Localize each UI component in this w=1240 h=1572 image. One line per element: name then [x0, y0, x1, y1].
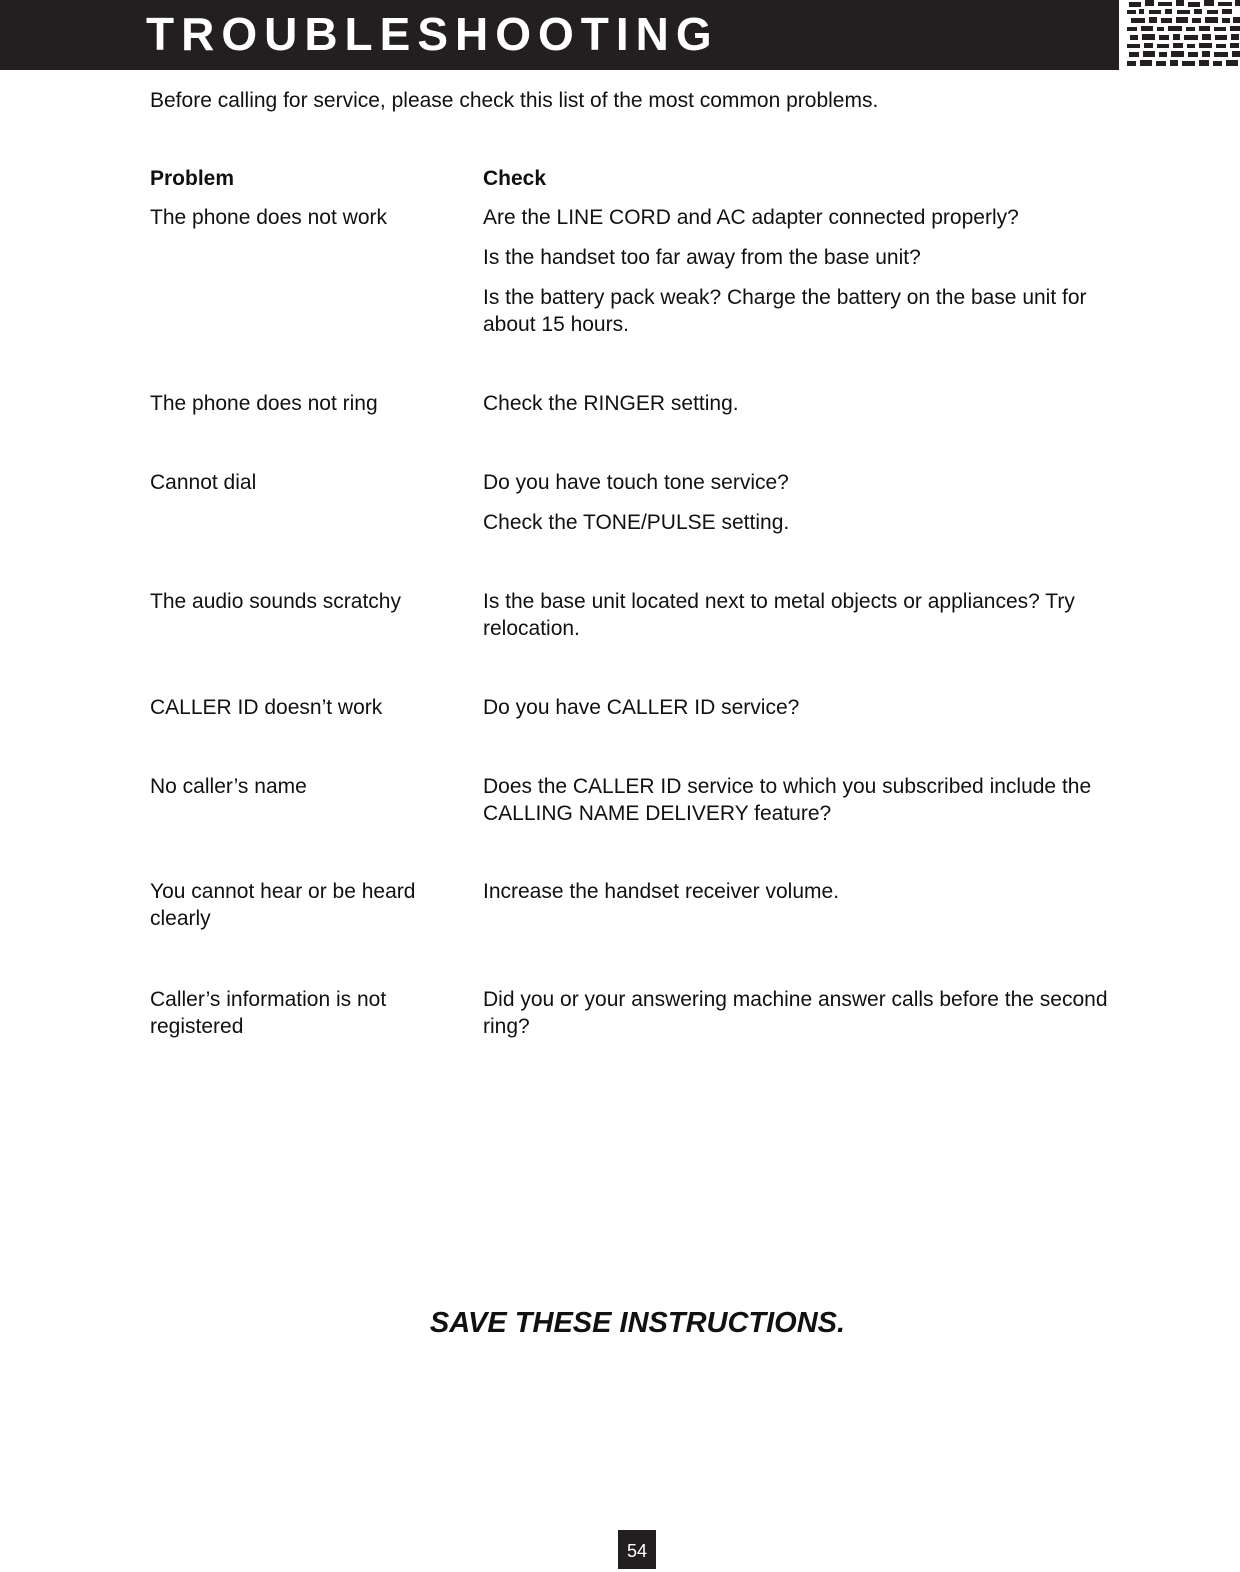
header-bar	[0, 0, 1119, 70]
check-list	[483, 204, 1133, 351]
check-text: Do you have CALLER ID service?	[483, 696, 800, 719]
page-title: TROUBLESHOOTING	[146, 8, 719, 60]
check-list	[483, 878, 1133, 918]
problem-text: The phone does not ring	[150, 392, 378, 415]
problem-text: CALLER ID doesn’t work	[150, 696, 383, 719]
problem-text: Cannot dial	[150, 471, 257, 494]
check-text: Increase the handset receiver volume.	[483, 880, 840, 903]
check-text: Is the handset too far away from the base unit?	[483, 246, 921, 269]
page-number: 54	[618, 1530, 656, 1569]
check-text: Did you or your answering machine answer calls before the second ring?	[483, 988, 1108, 1038]
check-list	[483, 694, 1133, 734]
check-text: Do you have touch tone service?	[483, 471, 789, 494]
check-text: Is the battery pack weak? Charge the battery on the base unit for about 15 hours.	[483, 286, 1087, 336]
check-list	[483, 390, 1133, 430]
save-instructions-note: SAVE THESE INSTRUCTIONS.	[429, 1307, 846, 1339]
column-header-problem: Problem	[150, 167, 235, 190]
problem-text: The phone does not work	[150, 206, 387, 229]
intro-text: Before calling for service, please check this list of the most common problems.	[150, 89, 879, 112]
check-text: Does the CALLER ID service to which you subscribed include the CALLING NAME DELIVERY feature?	[483, 775, 1092, 825]
check-text: Is the base unit located next to metal objects or appliances? Try relocation.	[483, 590, 1075, 640]
check-list	[483, 588, 1133, 655]
problem-text: Caller’s information is not registered	[150, 988, 387, 1038]
problem-text: The audio sounds scratchy	[150, 590, 401, 613]
problem-text: No caller’s name	[150, 775, 307, 798]
pixel-pattern-icon	[1127, 0, 1240, 72]
check-list	[483, 986, 1133, 1053]
check-text: Are the LINE CORD and AC adapter connected properly?	[483, 206, 1019, 229]
column-header-check: Check	[483, 167, 547, 190]
check-text: Check the TONE/PULSE setting.	[483, 511, 790, 534]
check-text: Check the RINGER setting.	[483, 392, 739, 415]
check-list	[483, 469, 1133, 549]
problem-text: You cannot hear or be heard clearly	[150, 880, 416, 930]
check-list	[483, 773, 1133, 840]
